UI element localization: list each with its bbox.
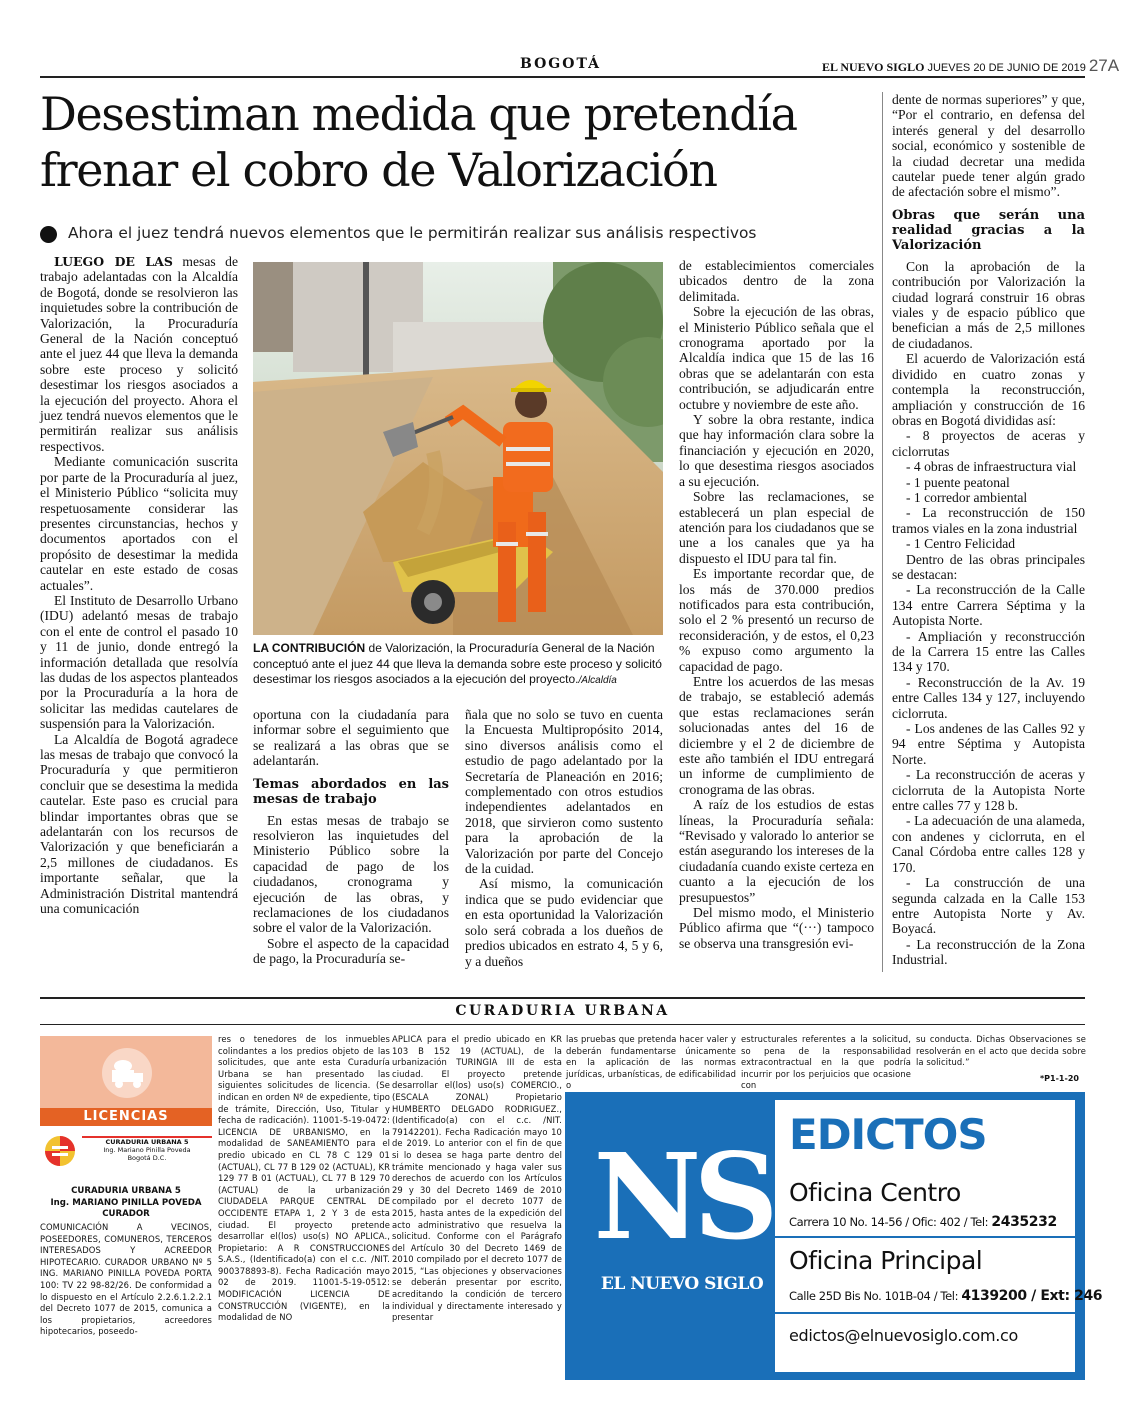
list-item: - 1 puente peatonal	[906, 474, 1010, 490]
list-item: - 4 obras de infraestructura vial	[906, 459, 1077, 475]
article-column-5	[892, 92, 1085, 968]
curaduria-column-6: su conducta. Dichas Observaciones se resolverán en el acto que decida sobre la solicitud.”	[916, 1034, 1086, 1068]
paragraph: Sobre el aspecto de la capacidad de pago, la Procuraduría se-	[253, 935, 449, 967]
curaduria-stamp: CURADURIA URBANA 5 Ing. Mariano Pinilla Poveda Bogotá D.C.	[42, 1134, 212, 1168]
subtitle-bullet	[40, 226, 57, 243]
article-column-1	[40, 254, 238, 916]
licencias-banner	[40, 1036, 212, 1108]
list-item: Con la aprobación de la contribución por Valorización la ciudad logrará construir 16 obras viales y de espacio público que benefician a más de 2,5 millones de ciudadanos.	[892, 258, 1085, 351]
paragraph: dente de normas superiores” y que, “Por el contrario, en defensa del interés general y del desarrollo social, económico y sostenible de la ciudad decretar una medida cautelar puede tener algún grado de afectación sobre el mismo”.	[892, 92, 1085, 200]
paragraph: A raíz de los estudios de estas líneas, la Procuraduría señala: “Revisado y valorado lo anterior se están asegurando los intereses de la ciudadanía cuando existe certeza en cuanto a la ejecución de los presupuestos”	[679, 797, 874, 905]
paragraph: Sobre las reclamaciones, se establecerá un plan especial de atención para los ciudadanos que se une a los canales que ya ha dispuesto el IDU para tal fin.	[679, 489, 874, 566]
list-item: Dentro de las obras principales se destacan:	[892, 551, 1085, 582]
paragraph: Mediante comunicación suscrita por parte de la Procuraduría al juez, el Ministerio Público “solicita muy respetuosamente considerar las presentes circunstancias, hechos y documentos aportados con el propósito de desestimar la medida cautelar en este estado de cosas actuales”.	[40, 454, 238, 593]
curaduria-rule	[40, 997, 1085, 999]
paper-name: EL NUEVO SIGLO	[822, 60, 925, 74]
paragraph: El Instituto de Desarrollo Urbano (IDU) adelantó mesas de trabajo con el ente de control el pasado 10 y 11 de junio, donde entregó la información detallada que resolvía las dudas de los aspectos planteados por la Procuraduría a la hora de solicitar las medidas cautelares de suspensión para la Valorización.	[40, 592, 238, 732]
curaduria-column-3: APLICA para el predio ubicado en KR 103 B 152 19 (ACTUAL), de la urbanización TURINGIA III de esta ciudad. El proyecto pretende desarrollar el(los) uso(s) COMERCIO., (ESCALA ZONAL) Propietario HUMBERTO DELGADO RODRIGUEZ., (Identificado(a) con el c.c. /NIT. 79142201). Fecha Radicación mayo 10 de 2019. Lo anterior con el fin de que si lo desea se haga parte dentro del trámite mencionado y haga valer sus derechos de acuerdo con los Artículos 29 y 30 del Decreto 1469 de 2010 compilado por el decreto 1077 de 2015, hasta antes de la expedición del acto administrativo que resuelva la solicitud. Conforme con el Parágrafo del Artículo 30 del Decreto 1469 de 2010 compilado por el decreto 1077 de 2015, “Las objeciones y observaciones se deberán presentar por escrito, acreditando la condición de tercero individual y directamente interesado y presentar	[392, 1034, 562, 1323]
list-item: El acuerdo de Valorización está dividido en cuatro zonas y contempla la reconstrucción, ampliación y construcción de 16 obras en Bogotá divididas así:	[892, 351, 1085, 428]
headline	[40, 86, 870, 198]
licencias-label: LICENCIAS	[40, 1108, 212, 1126]
ns-logo-brand: EL NUEVO SIGLO	[600, 1274, 764, 1294]
subtitle: Ahora el juez tendrá nuevos elementos que le permitirán realizar sus análisis respectivos	[68, 224, 757, 242]
header-info	[822, 56, 1119, 76]
photo-credit: /Alcaldía	[578, 675, 617, 686]
paragraph: Entre los acuerdos de las mesas de trabajo, se estableció además que estas reclamaciones serán solucionadas antes del 16 de diciembre y el 2 de diciembre de este año también el IDU entregará un informe de cumplimiento de cronograma de las obras.	[679, 673, 874, 797]
edictos-email-link[interactable]: edictos@elnuevosiglo.com.co	[789, 1326, 1019, 1345]
list-item: - La reconstrucción de 150 tramos viales en la zona industrial	[892, 505, 1085, 536]
edictos-panel-rule	[775, 1236, 1075, 1238]
list-item: - 1 Centro Felicidad	[906, 536, 1016, 552]
paragraph: Es importante recordar que, de los más de 370.000 predios notificados para esta contribución, solo el 2 % presentó un recurso de reconsideración, y de estos, el 0,23 % expuso como argumento la capacidad de pago.	[679, 566, 874, 674]
list-item: - La construcción de una segunda calzada en la Calle 153 entre Autopista Norte y Av. Boyacá.	[892, 875, 1085, 937]
ns-logo	[587, 1127, 777, 1332]
office-centro: Oficina Centro	[789, 1178, 961, 1207]
section-label: BOGOTÁ	[520, 56, 601, 72]
paragraph: ñala que no solo se tuvo en cuenta la Encuesta Multipropósito 2014, sino diversos análisis como el estudio de pago adelantado por la Secretaría de Planeación en 2016; complementado con otros estudios independientes adelantados en 2018, que sirvieron como sustento para la aprobación de la Valorización por parte del Concejo de la cuidad.	[465, 707, 663, 877]
works-list	[892, 259, 1085, 968]
issue-date: JUEVES 20 DE JUNIO DE 2019	[927, 62, 1086, 74]
edictos-ad	[565, 1092, 1103, 1380]
curaduria-column-4: las pruebas que pretenda hacer valer y deberán fundamentarse únicamente en la aplicación de las normas jurídicas, urbanísticas, de edificabilidad o	[566, 1034, 736, 1091]
paragraph: En estas mesas de trabajo se resolvieron las inquietudes del Ministerio Público sobre la capacidad de pago de los ciudadanos, cronograma y ejecución de las obras, y reclamaciones de los ciudadanos sobre el valor de la Valorización.	[253, 812, 449, 936]
curaduria-logo-icon	[42, 1134, 78, 1168]
paragraph: Así mismo, la comunicación indica que se pudo evidenciar que en esta oportunidad la Valorización solo será cobrada a los dueños de predios ubicados en estrato 4, 5 y 6, y a dueños	[465, 876, 663, 969]
worker-photo-illustration	[253, 262, 663, 635]
list-item: - La reconstrucción de la Zona Industrial.	[892, 936, 1085, 968]
paragraph: LUEGO DE LAS mesas de trabajo adelantadas con la Alcaldía de Bogotá, donde se resolvieron las inquietudes sobre la contribución de Valorización, la Procuraduría General de la Nación conceptuó ante el juez 44 que lleva la demanda sobre este proceso y solicitó desestimar los riesgos asociados a la ejecución del proyecto. Ahora el juez tendrá nuevos elementos que le permitirán realizar sus análisis respectivos.	[40, 254, 238, 454]
curaduria-section-label: CURADURIA URBANA	[455, 1003, 670, 1019]
paragraph: Del mismo modo, el Ministerio Público afirma que “(···) tampoco se observa una transgresión evi-	[679, 905, 874, 951]
list-item: - Ampliación y reconstrucción de la Carrera 15 entre las Calles 134 y 170.	[892, 628, 1085, 675]
list-item: - La reconstrucción de aceras y ciclorruta de la Autopista Norte entre calles 77 y 128 b.	[892, 767, 1085, 814]
headline-line-1: Desestiman medida que pretendía	[40, 87, 797, 141]
lead-caps: LUEGO DE LAS	[54, 254, 173, 269]
headline-line-2: frenar el cobro de Valorización	[40, 143, 717, 197]
list-item: - La reconstrucción de la Calle 134 entre Carrera Séptima y la Autopista Norte.	[892, 582, 1085, 629]
notice-ref: *P1-1-20	[1040, 1074, 1079, 1083]
ns-logo-letters: NS	[593, 1127, 771, 1266]
paragraph: oportuna con la ciudadanía para informar sobre el seguimiento que se realizará a las obras que se adelantarán.	[253, 707, 449, 769]
edictos-panel-rule-2	[775, 1312, 1075, 1314]
curaduria-column-1: COMUNICACIÓN A VECINOS, POSEEDORES, COMUNEROS, TERCEROS INTERESADOS Y ACREEDOR HIPOTECARIO. CURADOR URBANO Nº 5 ING. MARIANO PINILLA POVEDA PORTA 100: TV 22 98-82/26. De conformidad a lo dispuesto en el Artículo 2.2.6.1.2.2.1 del Decreto 1077 de 2015, comunica a los propietarios, acreedores hipotecarios, poseedo-	[40, 1222, 212, 1337]
article-column-2	[253, 707, 449, 967]
curaduria-rule-2	[40, 1024, 1085, 1025]
photo-caption: LA CONTRIBUCIÓN de Valorización, la Procuraduría General de la Nación conceptuó ante el juez 44 que lleva la demanda sobre este proceso y solicitó desestimar los riesgos asociados a la ejecución del proyecto./Alcaldía	[253, 641, 662, 686]
list-item: - 1 corredor ambiental	[906, 489, 1028, 505]
curador-signature: CURADURIA URBANA 5 Ing. MARIANO PINILLA POVEDA CURADOR	[50, 1186, 202, 1219]
paragraph: La Alcaldía de Bogotá agradece las mesas de trabajo que convocó la Procuraduría y que permitieron concluir que se desestima la medida cautelar. Este paso es crucial para blindar importantes obras que se adelantarán con los recursos de Valorización y que beneficiarán a 2,5 millones de ciudadanos. Es importante señalar, que la Administración Distrital mantendrá una comunicación	[40, 731, 238, 917]
paragraph: Y sobre la obra restante, indica que hay información clara sobre la financiación y ejecución en 2020, lo que desestima riesgos asociados a su ejecución.	[679, 412, 874, 489]
office-principal-address: Calle 25D Bis No. 101B-04 / Tel: 4139200 / Ext: 246	[789, 1288, 1103, 1304]
curaduria-column-5: estructurales referentes a la solicitud, so pena de la responsabilidad extracontractual en la que podría incurrir por los perjuicios que ocasione con	[741, 1034, 911, 1091]
list-item: - Los andenes de las Calles 92 y 94 entre Séptima y Autopista Norte.	[892, 721, 1085, 767]
header-rule	[40, 76, 1085, 78]
truck-icon	[102, 1048, 152, 1098]
article-column-4	[679, 258, 874, 951]
article-column-3	[465, 707, 663, 969]
caption-lead: LA CONTRIBUCIÓN	[253, 641, 366, 655]
list-item: - 8 proyectos de aceras y ciclorrutas	[892, 428, 1085, 459]
office-centro-address: Carrera 10 No. 14-56 / Ofic: 402 / Tel: 2435232	[789, 1214, 1057, 1230]
paragraph: de establecimientos comerciales ubicados dentro de la zona delimitada.	[679, 258, 874, 304]
subheading: Temas abordados en las mesas de trabajo	[253, 776, 449, 807]
curaduria-column-2: res o tenedores de los inmuebles colindantes a los predios objeto de las solicitudes, que ante esta Curaduría Urbana se han presentado las siguientes solicitudes de licencia. (Se indican en orden Nº de expediente, tipo de trámite, Dirección, Uso, Titular y fecha de radicación). 11001-5-19-0472: LICENCIA DE URBANISMO, en la modalidad de SANEAMIENTO para el predio ubicado en CL 78 C 129 01 (ACTUAL), CL 77 B 129 02 (ACTUAL), KR 129 77 B 01 (ACTUAL), CL 77 B 129 70 (ACTUAL) de la urbanización CIUDADELA PARQUE CENTRAL DE OCCIDENTE ETAPA 1, 2 Y 3 de esta ciudad. El proyecto pretende desarrollar el(los) uso(s) NO APLICA., Propietario: A R CONSTRUCCIONES S.A.S., (Identificado(a) con el c.c. /NIT. 900378893-8). Fecha Radicación mayo 02 de 2019. 11001-5-19-0512: MODIFICACIÓN LICENCIA DE CONSTRUCCIÓN (VIGENTE), en la modalidad de NO	[218, 1034, 390, 1323]
article-photo	[253, 262, 663, 635]
paragraph: Sobre la ejecución de las obras, el Ministerio Público señala que el cronograma aportado por la Alcaldía indica que 15 de las 16 obras que se adelantarán con esta contribución, se adjudicarán entre octubre y noviembre de este año.	[679, 304, 874, 412]
page-number: 27A	[1088, 56, 1120, 75]
edictos-title: EDICTOS	[789, 1110, 987, 1159]
column-rule	[882, 92, 883, 972]
list-item: - La adecuación de una alameda, con andenes y ciclorruta, en el Canal Córdoba entre calles 128 y 170.	[892, 813, 1085, 875]
office-principal: Oficina Principal	[789, 1246, 983, 1275]
list-item: - Reconstrucción de la Av. 19 entre Calles 134 y 127, incluyendo ciclorruta.	[892, 674, 1085, 721]
edictos-info-panel	[775, 1100, 1103, 1372]
subheading: Obras que serán una realidad gracias a la Valorización	[892, 207, 1085, 253]
